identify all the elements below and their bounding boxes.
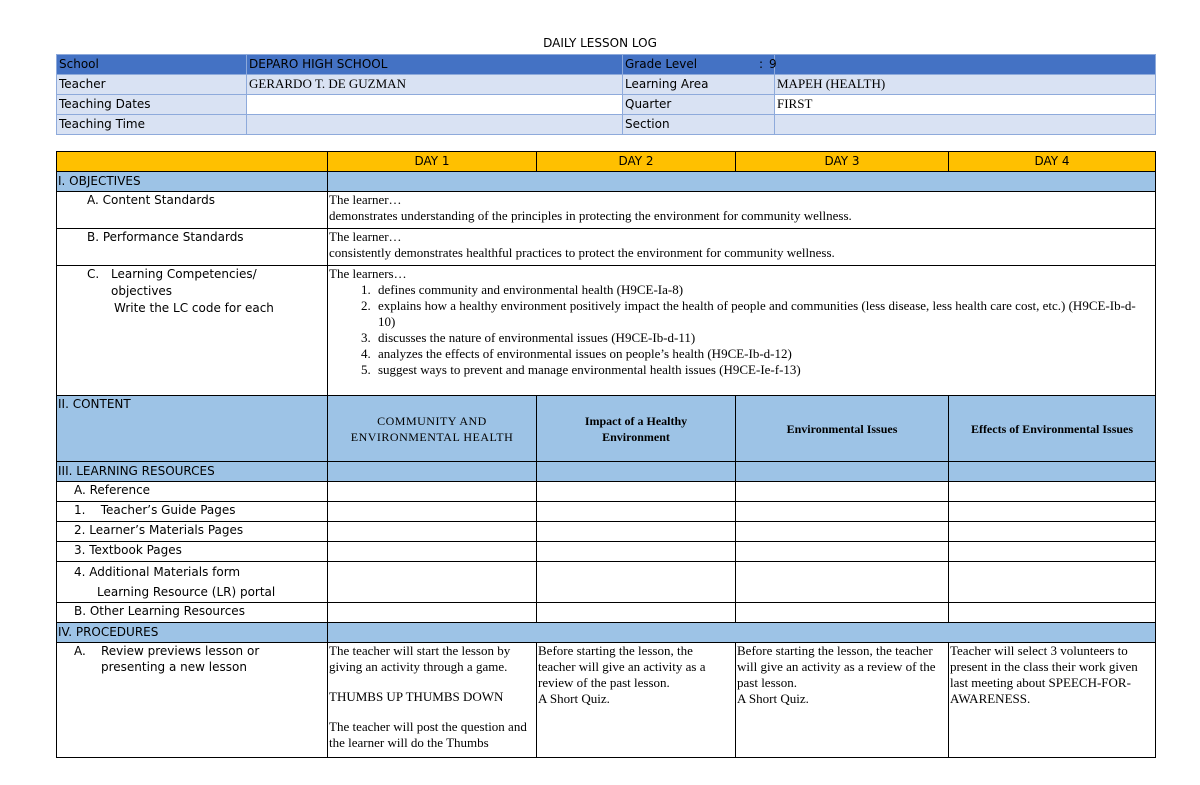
learners-materials-label: 2. Learner’s Materials Pages [57, 522, 328, 542]
procedure-a-day-2-p2: A Short Quiz. [538, 691, 610, 706]
teaching-dates-label: Teaching Dates [57, 95, 247, 115]
content-day-1 [328, 396, 537, 462]
learners-materials-day-4[interactable] [949, 522, 1156, 542]
day-4-header: DAY 4 [949, 152, 1156, 172]
procedure-a-day-1-p3: The teacher will post the question and the learner will do the Thumbs [329, 719, 527, 750]
competency-item: 3. discusses the nature of environmental issues (H9CE-Ib-d-11) [374, 330, 1153, 346]
content-standards-row [57, 192, 1156, 229]
performance-standards-line2: consistently demonstrates healthful practices to protect the environment for community wellness. [329, 245, 835, 260]
additional-materials-day-1[interactable] [328, 562, 537, 603]
competencies-row [57, 266, 1156, 396]
procedure-a-line2: presenting a new lesson [101, 660, 247, 674]
procedure-a-day-1-p1: The teacher will start the lesson by giving an activity through a game. [329, 643, 511, 674]
learners-materials-row [57, 522, 1156, 542]
textbook-day-1[interactable] [328, 542, 537, 562]
resources-heading-fill-2 [537, 462, 736, 482]
reference-day-4[interactable] [949, 482, 1156, 502]
other-resources-day-1[interactable] [328, 603, 537, 623]
grade-level-label [623, 55, 775, 75]
content-standards-line2: demonstrates understanding of the principles in protecting the environment for community wellness. [329, 208, 852, 223]
header-info-table [56, 54, 1156, 135]
grade-level-label-text: Grade Level [625, 57, 698, 71]
content-standards-label: A. Content Standards [57, 192, 328, 229]
learners-materials-day-2[interactable] [537, 522, 736, 542]
competency-item: 5. suggest ways to prevent and manage environmental health issues (H9CE-Ie-f-13) [374, 362, 1153, 378]
reference-day-1[interactable] [328, 482, 537, 502]
competencies-label-text1: Learning Competencies/ [111, 267, 257, 281]
resources-heading-fill-1 [328, 462, 537, 482]
content-heading: II. CONTENT [57, 396, 328, 462]
textbook-day-4[interactable] [949, 542, 1156, 562]
competencies-text[interactable] [328, 266, 1156, 396]
other-resources-row [57, 603, 1156, 623]
procedure-a-day-4[interactable] [949, 643, 1156, 758]
reference-row [57, 482, 1156, 502]
procedure-a-day-1-p2: THUMBS UP THUMBS DOWN [329, 689, 504, 704]
teacher-label: Teacher [57, 75, 247, 95]
other-resources-day-4[interactable] [949, 603, 1156, 623]
content-day-4: Effects of Environmental Issues [949, 396, 1156, 462]
textbook-day-2[interactable] [537, 542, 736, 562]
content-row [57, 396, 1156, 462]
day-2-header: DAY 2 [537, 152, 736, 172]
teaching-dates-value[interactable] [247, 95, 623, 115]
procedure-a-row [57, 643, 1156, 758]
procedure-a-day-1[interactable] [328, 643, 537, 758]
teaching-time-label: Teaching Time [57, 115, 247, 135]
other-resources-day-2[interactable] [537, 603, 736, 623]
procedure-a-day-4-p1: Teacher will select 3 volunteers to present in the class their work given last meeting about SPEECH-FOR-AWARENESS. [950, 643, 1138, 706]
procedures-heading: IV. PROCEDURES [57, 623, 328, 643]
additional-materials-line2: Learning Resource (LR) portal [97, 585, 276, 599]
additional-materials-day-2[interactable] [537, 562, 736, 603]
resources-heading-row [57, 462, 1156, 482]
content-day-2-line2: Environment [602, 429, 670, 444]
day-header-blank [57, 152, 328, 172]
competencies-label-line1 [87, 266, 325, 283]
content-day-1-line1: COMMUNITY AND [377, 413, 487, 428]
procedures-heading-row [57, 623, 1156, 643]
learners-materials-day-1[interactable] [328, 522, 537, 542]
performance-standards-text[interactable] [328, 229, 1156, 266]
procedure-a-day-2-p1: Before starting the lesson, the teacher will give an activity as a review of the past lesson. [538, 643, 706, 690]
header-row-teacher [57, 75, 1156, 95]
procedure-a-label [57, 643, 328, 758]
day-3-header: DAY 3 [736, 152, 949, 172]
competency-item: 2. explains how a healthy environment positively impact the health of people and communities (less disease, less health care cost, etc.) (H9CE-Ib-d-10) [374, 298, 1153, 330]
additional-materials-day-3[interactable] [736, 562, 949, 603]
procedure-a-text1: Review previews lesson or [101, 644, 260, 658]
section-label: Section [623, 115, 775, 135]
header-row-school [57, 55, 1156, 75]
procedure-a-day-2[interactable] [537, 643, 736, 758]
performance-standards-label: B. Performance Standards [57, 229, 328, 266]
objectives-heading-fill [328, 172, 1156, 192]
header-row-time [57, 115, 1156, 135]
objectives-heading-row [57, 172, 1156, 192]
section-value[interactable] [775, 115, 1156, 135]
competencies-list [329, 282, 1153, 378]
additional-materials-row [57, 562, 1156, 603]
competencies-label [57, 266, 328, 396]
reference-day-3[interactable] [736, 482, 949, 502]
competencies-intro: The learners… [329, 266, 407, 281]
performance-standards-row [57, 229, 1156, 266]
school-value[interactable]: DEPARO HIGH SCHOOL [247, 55, 623, 75]
competencies-prefix: C. [87, 267, 100, 281]
teachers-guide-day-3[interactable] [736, 502, 949, 522]
quarter-value[interactable]: FIRST [775, 95, 1156, 115]
quarter-label: Quarter [623, 95, 775, 115]
resources-heading-fill-4 [949, 462, 1156, 482]
resources-heading: III. LEARNING RESOURCES [57, 462, 328, 482]
additional-materials-label [57, 562, 328, 603]
competency-item: 1. defines community and environmental health (H9CE-Ia-8) [374, 282, 1153, 298]
textbook-day-3[interactable] [736, 542, 949, 562]
grade-level-value: 9 [769, 57, 777, 71]
additional-materials-line1: 4. Additional Materials form [74, 565, 241, 579]
teachers-guide-day-2[interactable] [537, 502, 736, 522]
content-standards-line1: The learner… [329, 192, 402, 207]
content-day-3: Environmental Issues [736, 396, 949, 462]
grade-level-cell[interactable] [759, 55, 1156, 75]
objectives-heading: I. OBJECTIVES [57, 172, 328, 192]
grade-colon: : [759, 57, 764, 71]
content-day-2-line1: Impact of a Healthy [584, 413, 688, 428]
learning-area-label: Learning Area [623, 75, 775, 95]
reference-label: A. Reference [57, 482, 328, 502]
school-label: School [57, 55, 247, 75]
header-row-dates [57, 95, 1156, 115]
learners-materials-day-3[interactable] [736, 522, 949, 542]
performance-standards-line1: The learner… [329, 229, 402, 244]
lesson-log-table [56, 151, 1156, 758]
textbook-label: 3. Textbook Pages [57, 542, 328, 562]
resources-heading-fill-3 [736, 462, 949, 482]
content-day-1-line2: ENVIRONMENTAL HEALTH [350, 429, 514, 444]
additional-materials-day-4[interactable] [949, 562, 1156, 603]
procedure-a-line1 [74, 643, 325, 659]
textbook-row [57, 542, 1156, 562]
other-resources-day-3[interactable] [736, 603, 949, 623]
teachers-guide-day-4[interactable] [949, 502, 1156, 522]
teaching-time-value[interactable] [247, 115, 623, 135]
day-1-header: DAY 1 [328, 152, 537, 172]
procedure-a-day-3[interactable] [736, 643, 949, 758]
teachers-guide-row [57, 502, 1156, 522]
competencies-label-line3: Write the LC code for each [114, 301, 274, 315]
procedure-a-day-3-p1: Before starting the lesson, the teacher will give an activity as a review of the past lesson. [737, 643, 936, 690]
competency-item: 4. analyzes the effects of environmental issues on people’s health (H9CE-Ib-d-12) [374, 346, 1153, 362]
document-title: DAILY LESSON LOG [543, 36, 657, 50]
content-day-2 [537, 396, 736, 462]
content-standards-text[interactable] [328, 192, 1156, 229]
teachers-guide-day-1[interactable] [328, 502, 537, 522]
reference-day-2[interactable] [537, 482, 736, 502]
competencies-label-line2: objectives [111, 284, 173, 298]
teacher-value[interactable]: GERARDO T. DE GUZMAN [247, 75, 623, 95]
other-resources-label: B. Other Learning Resources [57, 603, 328, 623]
day-header-row [57, 152, 1156, 172]
procedure-a-prefix: A. [74, 644, 86, 658]
teachers-guide-label: 1. Teacher’s Guide Pages [57, 502, 328, 522]
learning-area-value[interactable]: MAPEH (HEALTH) [775, 75, 1156, 95]
procedure-a-day-3-p2: A Short Quiz. [737, 691, 809, 706]
procedures-heading-fill [328, 623, 1156, 643]
